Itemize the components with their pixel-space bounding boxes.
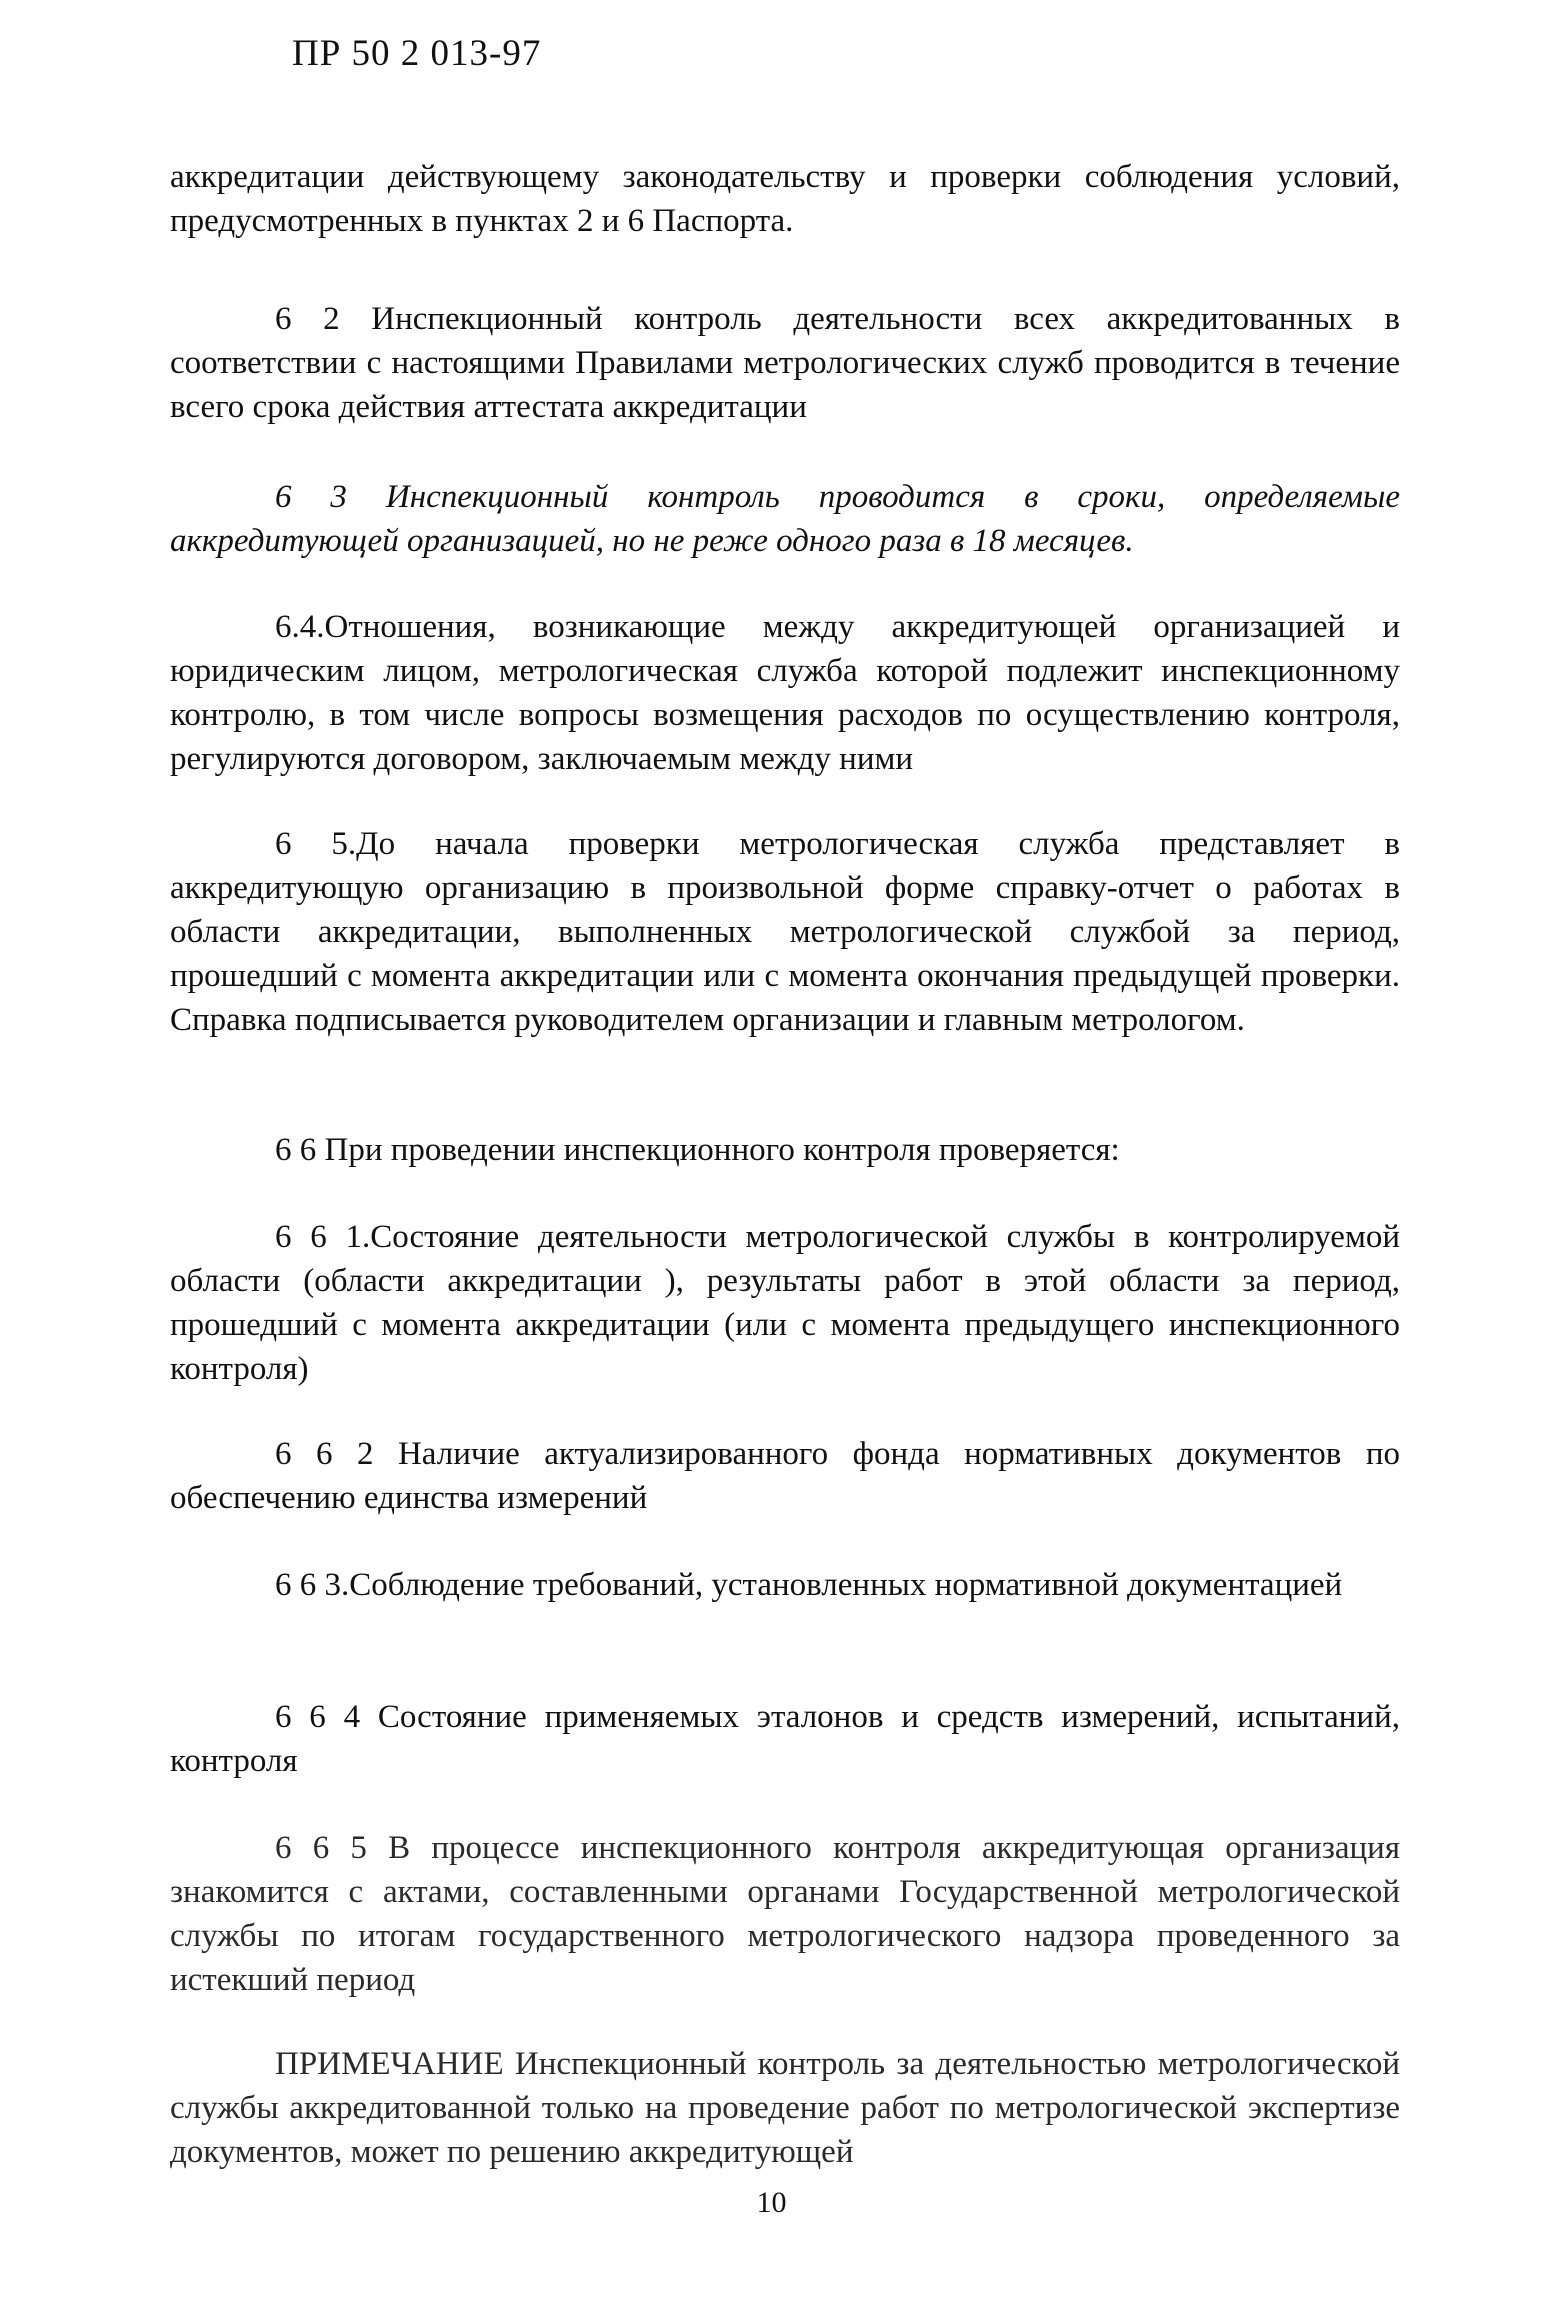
paragraph-6-6-2: 6 6 2 Наличие актуализированного фонда нормативных документов по обеспечению единства измерений bbox=[170, 1436, 1400, 1516]
paragraph-6-6-4: 6 6 4 Состояние применяемых эталонов и средств измерений, испытаний, контроля bbox=[170, 1699, 1400, 1779]
note-paragraph: ПРИМЕЧАНИЕ Инспекционный контроль за деятельностью метрологической службы аккредитованной только на проведение работ по метрологической экспертизе документов, может по решению аккредитующей bbox=[170, 2046, 1400, 2170]
paragraph-6-6-5: 6 6 5 В процессе инспекционного контроля аккредитующая организация знакомится с актами, составленными органами Государственной метрологической службы по итогам государственного метрологического надзора проведенного за истекший период bbox=[170, 1830, 1400, 1998]
paragraph-6-6: 6 6 При проведении инспекционного контроля проверяется: bbox=[275, 1132, 1120, 1168]
paragraph-6-5: 6 5.До начала проверки метрологическая служба представляет в аккредитующую организацию в произвольной форме справку-отчет о работах в области аккредитации, выполненных метрологической службой за период, прошедший с момента аккредитации или с момента окончания предыдущей проверки. Справка подписывается руководителем организации и главным метрологом. bbox=[170, 826, 1400, 1038]
paragraph-6-2: 6 2 Инспекционный контроль деятельности всех аккредитованных в соответствии с настоящими Правилами метрологических служб проводится в течение всего срока действия аттестата аккредитации bbox=[170, 301, 1400, 425]
paragraph-6-3: 6 3 Инспекционный контроль проводится в сроки, определяемые аккредитующей организацией, но не реже одного раза в 18 месяцев. bbox=[170, 479, 1400, 559]
document-code-header: ПР 50 2 013-97 bbox=[292, 33, 542, 74]
paragraph-6-6-1: 6 6 1.Состояние деятельности метрологической службы в контролируемой области (области аккредитации ), результаты работ в этой области за период, прошедший с момента аккредитации (или с момента предыдущего инспекционного контроля) bbox=[170, 1219, 1400, 1387]
page-number: 10 bbox=[756, 2186, 787, 2219]
paragraph-continuation: аккредитации действующему законодательству и проверки соблюдения условий, предусмотренных в пунктах 2 и 6 Паспорта. bbox=[170, 159, 1400, 239]
paragraph-6-4: 6.4.Отношения, возникающие между аккредитующей организацией и юридическим лицом, метрологическая служба которой подлежит инспекционному контролю, в том числе вопросы возмещения расходов по осуществлению контроля, регулируются договором, заключаемым между ними bbox=[170, 609, 1400, 777]
paragraph-6-6-3: 6 6 3.Соблюдение требований, установленных нормативной документацией bbox=[275, 1567, 1343, 1603]
